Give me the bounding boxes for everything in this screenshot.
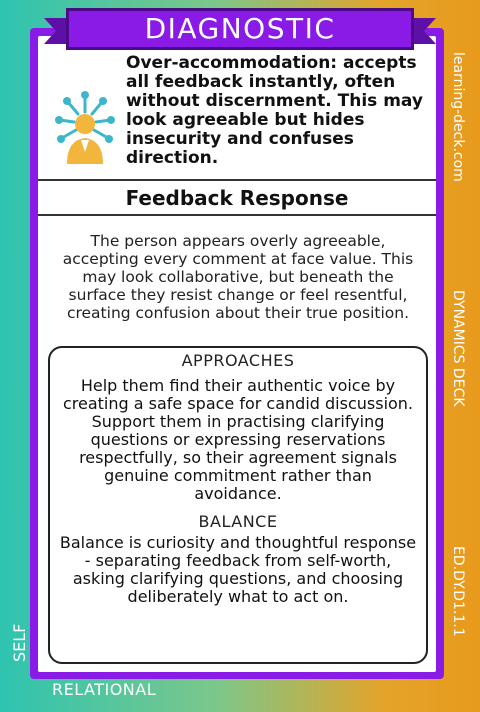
balance-text: Balance is curiosity and thoughtful response - separating feedback from self-worth, asking clarifying questions, and choosing deliberately what to act on. xyxy=(59,533,417,606)
person-network-icon xyxy=(54,90,116,166)
section-title: Feedback Response xyxy=(125,186,349,210)
approaches-heading: APPROACHES xyxy=(181,351,295,370)
deck-label: DYNAMICS DECK xyxy=(450,290,466,407)
balance-heading: BALANCE xyxy=(198,512,278,531)
card-code-label: ED.DY.D1.1.1 xyxy=(450,546,466,637)
website-label: learning-deck.com xyxy=(450,52,466,182)
axis-label-left: SELF xyxy=(10,623,29,662)
divider-bottom xyxy=(38,214,436,216)
diagnostic-description: Over-accommodation: accepts all feedback instantly, often without discernment. This may look agreeable but hides insecurity and confuses direction. xyxy=(126,53,423,168)
divider-top xyxy=(38,179,436,181)
card-category-banner: DIAGNOSTIC xyxy=(66,8,414,50)
context-paragraph: The person appears overly agreeable, accepting every comment at face value. This may look collaborative, but beneath the surface they resist change or feel resentful, creating confusion about their true position. xyxy=(62,232,414,322)
axis-label-bottom: RELATIONAL xyxy=(52,680,157,699)
approaches-text: Help them find their authentic voice by creating a safe space for candid discussion. Support them in practising clarifying questions or expressing reservations respectfully, so their agreement signals genuine commitment rather than avoidance. xyxy=(62,376,414,503)
